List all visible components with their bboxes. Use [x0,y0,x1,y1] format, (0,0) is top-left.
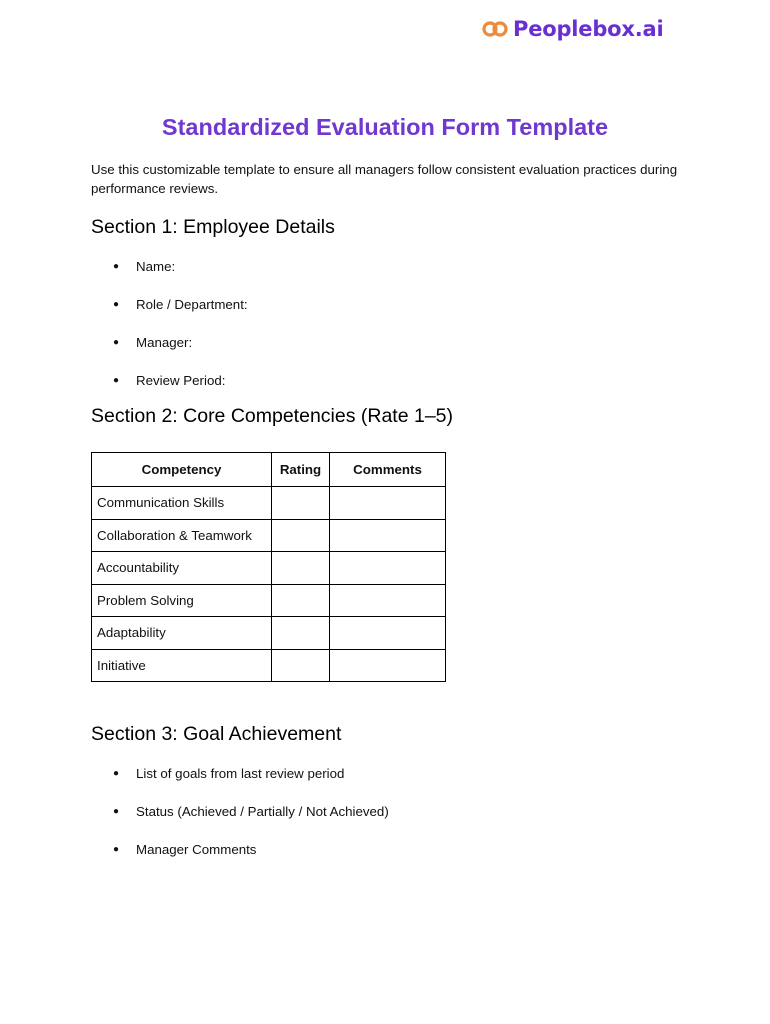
page-title: Standardized Evaluation Form Template [161,114,609,140]
table-row [92,617,446,650]
list-item-text: Review Period: [136,373,226,388]
table-row [92,519,446,552]
rating-cell[interactable] [272,617,330,650]
list-item-text: Manager: [136,335,193,350]
bullet-icon: ● [113,261,120,272]
section-3-heading: Section 3: Goal Achievement [91,723,342,745]
list-item-text: List of goals from last review period [136,766,345,781]
comments-cell[interactable] [330,649,446,682]
list-item-text: Name: [136,259,176,274]
list-item-text: Status (Achieved / Partially / Not Achieved) [136,804,389,819]
brand-logo[interactable] [482,14,664,44]
competency-cell: Problem Solving [92,584,272,617]
table-row [92,552,446,585]
table-header-row [92,453,446,487]
rating-cell[interactable] [272,552,330,585]
competency-cell: Initiative [92,649,272,682]
column-header-comments: Comments [330,453,446,487]
peoplebox-pretzel-icon [482,18,508,40]
section-1-heading: Section 1: Employee Details [91,216,335,238]
brand-name: Peoplebox.ai [513,17,664,41]
list-item-text: Role / Department: [136,297,248,312]
competency-cell: Collaboration & Teamwork [92,519,272,552]
competency-cell: Communication Skills [92,487,272,520]
intro-paragraph: Use this customizable template to ensure all managers follow consistent evaluation practices during performance reviews. [91,162,678,196]
bullet-icon: ● [113,844,120,855]
rating-cell[interactable] [272,584,330,617]
column-header-competency: Competency [92,453,272,487]
bullet-icon: ● [113,768,120,779]
rating-cell[interactable] [272,487,330,520]
column-header-rating: Rating [272,453,330,487]
rating-cell[interactable] [272,519,330,552]
bullet-icon: ● [113,806,120,817]
comments-cell[interactable] [330,552,446,585]
comments-cell[interactable] [330,584,446,617]
bullet-icon: ● [113,375,120,386]
table-row [92,487,446,520]
competencies-table [91,452,446,682]
comments-cell[interactable] [330,617,446,650]
table-row [92,649,446,682]
competency-cell: Accountability [92,552,272,585]
table-row [92,584,446,617]
bullet-icon: ● [113,299,120,310]
comments-cell[interactable] [330,519,446,552]
list-item-text: Manager Comments [136,842,257,857]
comments-cell[interactable] [330,487,446,520]
bullet-icon: ● [113,337,120,348]
competency-cell: Adaptability [92,617,272,650]
rating-cell[interactable] [272,649,330,682]
section-2-heading: Section 2: Core Competencies (Rate 1–5) [91,405,454,427]
